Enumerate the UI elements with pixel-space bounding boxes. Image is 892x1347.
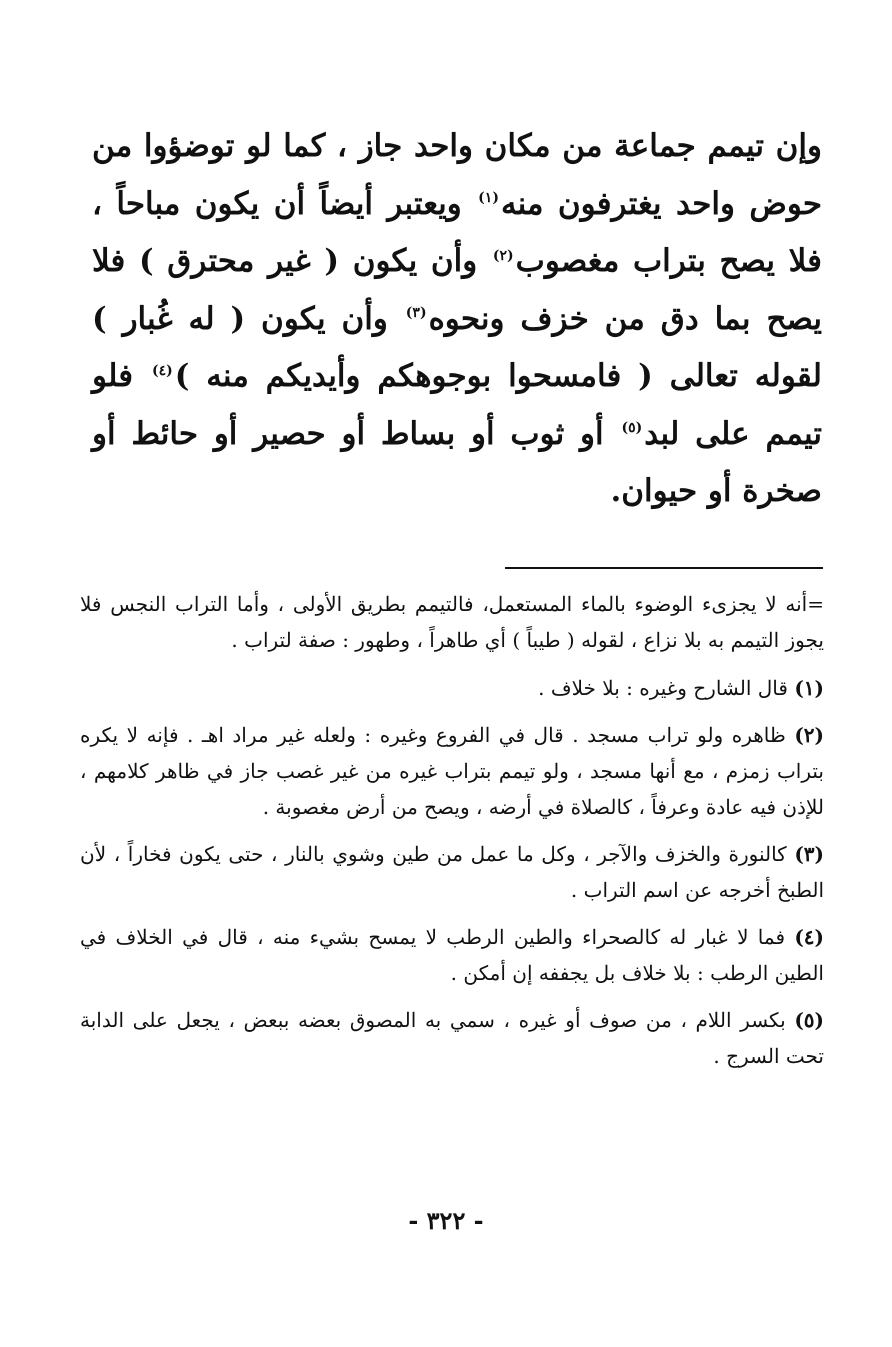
footnote-text: كالنورة والخزف والآجر ، وكل ما عمل من طين وشوي بالنار ، حتى يكون فخاراً ، لأن الطبخ أخرجه عن اسم التراب . [80, 842, 824, 902]
footnote-separator [505, 567, 823, 569]
main-text-segment-6: أو ثوب أو بساط أو حصير أو حائط أو صخرة أو حيوان. [92, 415, 822, 509]
footnotes-section [80, 586, 824, 1085]
footnote-number: (٣) [794, 842, 824, 866]
main-paragraph [92, 118, 822, 521]
footnote-2 [80, 717, 824, 825]
footnote-ref-3: (٣) [405, 305, 427, 322]
footnote-number: (٢) [794, 723, 824, 747]
footnote-text: ظاهره ولو تراب مسجد . قال في الفروع وغيره : ولعله غير مراد اهـ . فإنه لا يكره بتراب زمزم ، مع أنها مسجد ، ولو تيمم بتراب غيره من غير غصب جاز في ظاهر كلامهم ، للإذن فيه عادة وعرفاً ، كالصلاة في أرضه ، ويصح من أرض مغصوبة . [80, 723, 824, 819]
footnote-number: (٥) [794, 1008, 825, 1032]
footnote-ref-2: (٢) [492, 247, 514, 264]
main-text-segment-5: فلو تيمم على لبد [92, 358, 823, 452]
footnote-text: قال الشارح وغيره : بلا خلاف . [538, 676, 795, 700]
footnote-3 [80, 836, 824, 908]
footnote-number: (١) [794, 676, 824, 700]
footnote-5 [80, 1002, 824, 1074]
footnote-text: فما لا غبار له كالصحراء والطين الرطب لا يمسح بشيء منه ، قال في الخلاف في الطين الرطب : بلا خلاف بل يجففه إن أمكن . [80, 925, 824, 985]
footnote-text: بكسر اللام ، من صوف أو غيره ، سمي به المصوق بعضه ببعض ، يجعل على الدابة تحت السرج . [80, 1008, 824, 1068]
footnote-4 [80, 919, 824, 991]
main-text-segment-2: ويعتبر أيضاً أن يكون مباحاً ، فلا يصح بتراب مغصوب [92, 185, 822, 279]
main-text-segment-1: وإن تيمم جماعة من مكان واحد جاز ، كما لو توضؤوا من حوض واحد يغترفون منه [92, 128, 822, 222]
main-text-segment-3: وأن يكون ( غير محترق ) فلا يصح بما دق من خزف ونحوه [92, 243, 823, 337]
footnote-ref-4: (٤) [151, 362, 173, 379]
footnote-continuation: =أنه لا يجزىء الوضوء بالماء المستعمل، فالتيمم بطريق الأولى ، وأما التراب النجس فلا يجوز التيمم به بلا نزاع ، لقوله ( طيباً ) أي طاهراً ، وطهور : صفة لتراب . [80, 592, 824, 652]
footnote-ref-1: (١) [478, 190, 499, 207]
footnote-number: (٤) [794, 925, 824, 949]
main-text-segment-4: وأن يكون ( له غُبار ) لقوله تعالى ( فامسحوا بوجوهكم وأيديكم منه ) [92, 300, 822, 394]
footnote-ref-5: (٥) [621, 420, 643, 437]
main-body-text [92, 118, 822, 521]
footnote-1 [80, 670, 824, 706]
page-number: - ٣٢٢ - [408, 1206, 484, 1235]
